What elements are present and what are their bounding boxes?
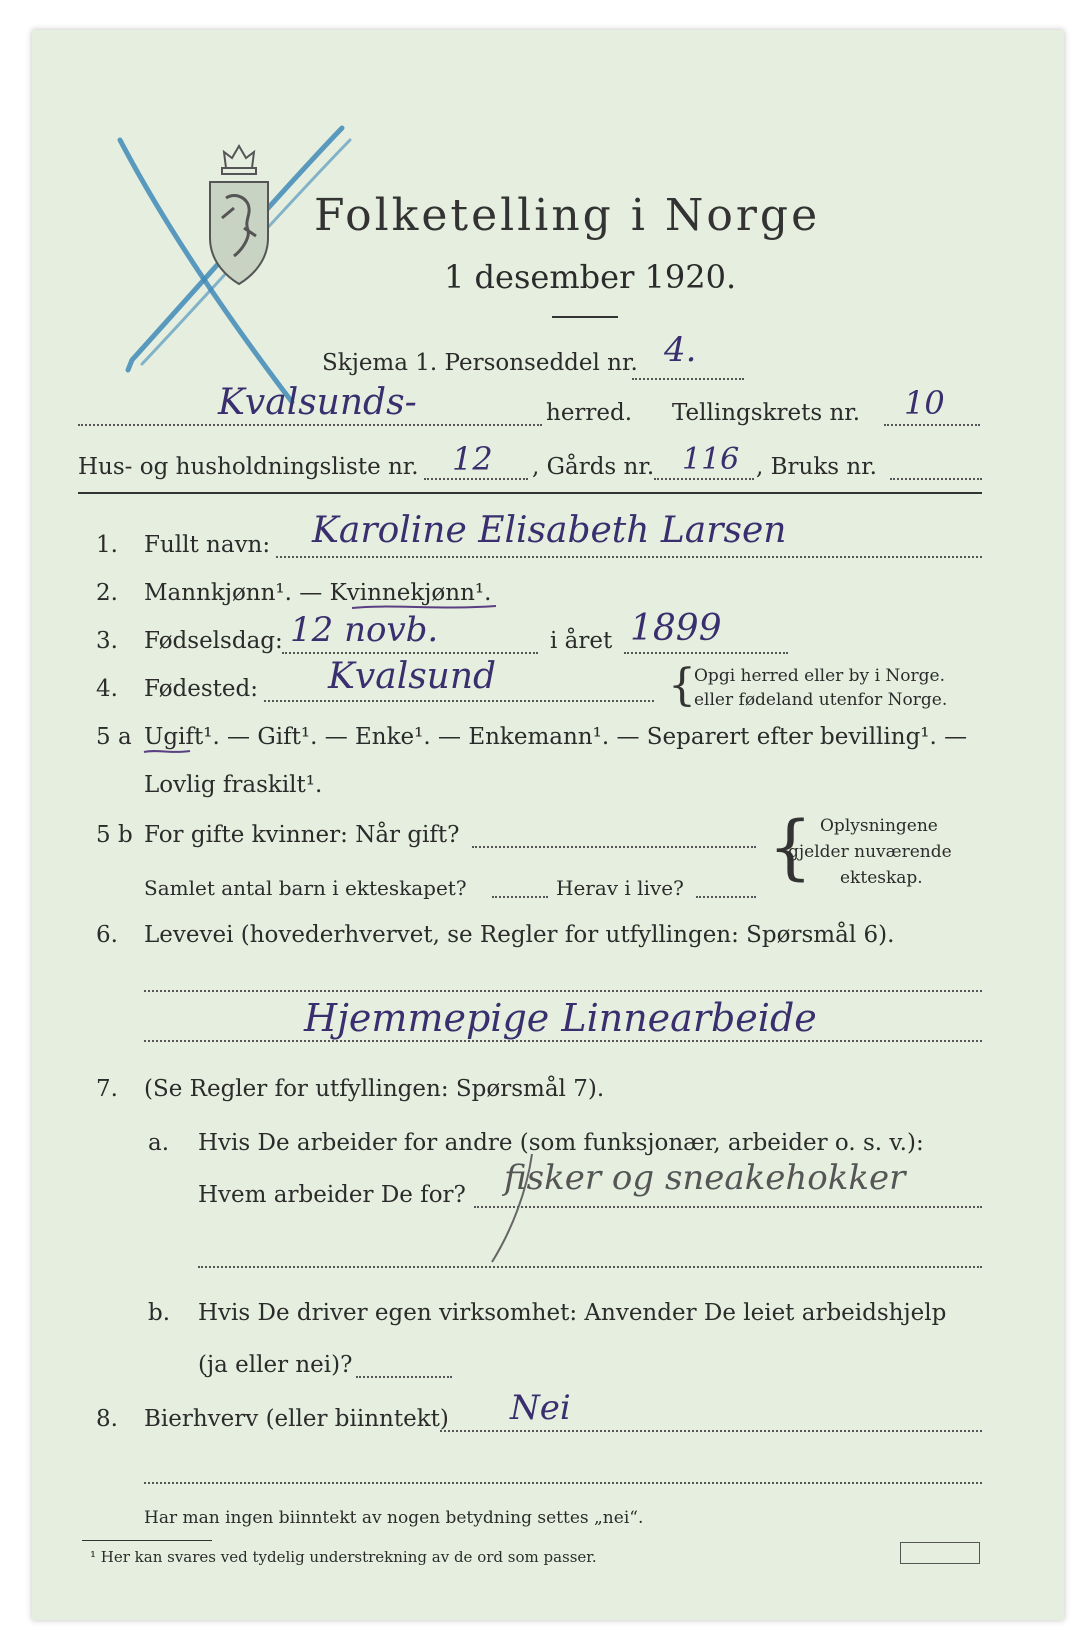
hus-label: Hus- og husholdningsliste nr. xyxy=(78,454,419,480)
q5b-line-1 xyxy=(472,846,756,848)
q5a-line-2: Lovlig fraskilt¹. xyxy=(144,772,323,798)
hus-line xyxy=(424,478,528,480)
q6-number: 6. xyxy=(96,922,118,948)
q3-year-value: 1899 xyxy=(630,608,722,649)
herred-value: Kvalsunds- xyxy=(218,382,417,423)
q4-note-2: eller fødeland utenfor Norge. xyxy=(694,690,948,710)
krets-label: Tellingskrets nr. xyxy=(672,400,861,426)
q7-label: (Se Regler for utfyllingen: Spørsmål 7). xyxy=(144,1076,605,1102)
q5b-label-1: For gifte kvinner: Når gift? xyxy=(144,822,460,848)
herred-line xyxy=(78,424,542,426)
q3-year-label: i året xyxy=(550,628,613,654)
q3-year-line xyxy=(624,652,788,654)
gards-label: , Gårds nr. xyxy=(532,454,655,480)
q5b-label-3: Herav i live? xyxy=(556,876,684,900)
gards-value: 116 xyxy=(682,442,740,477)
title-divider xyxy=(552,316,618,318)
bruks-label: , Bruks nr. xyxy=(756,454,877,480)
krets-value: 10 xyxy=(904,384,945,422)
q3-number: 3. xyxy=(96,628,118,654)
q8-line-2 xyxy=(144,1482,982,1484)
q7b-answer-line xyxy=(356,1376,452,1378)
census-form xyxy=(32,30,1064,1620)
q5a-number: 5 a xyxy=(96,724,132,750)
q6-label: Levevei (hovederhvervet, se Regler for utfyllingen: Spørsmål 6). xyxy=(144,922,895,948)
q7a-line-2: Hvem arbeider De for? xyxy=(198,1182,466,1208)
q4-label: Fødested: xyxy=(144,676,259,702)
q5a-line-1: Ugift¹. — Gift¹. — Enke¹. — Enkemann¹. — Separert efter bevilling¹. — xyxy=(144,724,968,750)
footnote: ¹ Her kan svares ved tydelig understrekning av de ord som passer. xyxy=(90,1548,597,1566)
schema-label: Skjema 1. Personseddel nr. xyxy=(322,350,638,376)
q7a-line-2 xyxy=(198,1266,982,1268)
q1-value: Karoline Elisabeth Larsen xyxy=(312,510,787,551)
form-title: Folketelling i Norge xyxy=(314,190,821,241)
q6-value: Hjemmepige Linnearbeide xyxy=(304,996,817,1040)
q6-line-1 xyxy=(144,990,982,992)
q2-label: Mannkjønn¹. — Kvinnekjønn¹. xyxy=(144,580,492,606)
krets-line xyxy=(884,424,980,426)
q7a-pen-stroke xyxy=(472,1150,552,1270)
q6-line-2 xyxy=(144,1040,982,1042)
q7a-line-1: Hvis De arbeider for andre (som funksjonær, arbeider o. s. v.): xyxy=(198,1130,924,1156)
q2-number: 2. xyxy=(96,580,118,606)
q4-number: 4. xyxy=(96,676,118,702)
q7b-line-2: (ja eller nei)? xyxy=(198,1352,353,1378)
q7a-value: fisker og sneakehokker xyxy=(504,1158,906,1198)
footnote-divider xyxy=(82,1540,212,1541)
q7b-letter: b. xyxy=(148,1300,171,1326)
schema-number: 4. xyxy=(664,330,697,370)
header-divider xyxy=(78,492,982,494)
printer-stamp xyxy=(900,1542,980,1564)
q4-line xyxy=(264,700,654,702)
q3-date-value: 12 novb. xyxy=(290,610,439,650)
q7-number: 7. xyxy=(96,1076,118,1102)
hus-value: 12 xyxy=(452,440,493,478)
q8-number: 8. xyxy=(96,1406,118,1432)
form-date: 1 desember 1920. xyxy=(444,258,737,296)
q1-number: 1. xyxy=(96,532,118,558)
q4-note-1: Opgi herred eller by i Norge. xyxy=(694,666,945,686)
q5b-label-2: Samlet antal barn i ekteskapet? xyxy=(144,876,467,900)
q8-label: Bierhverv (eller biinntekt) xyxy=(144,1406,449,1432)
q7a-letter: a. xyxy=(148,1130,170,1156)
herred-label: herred. xyxy=(546,400,633,426)
q5b-number: 5 b xyxy=(96,822,133,848)
ugift-underline xyxy=(142,746,192,758)
q3-label: Fødselsdag: xyxy=(144,628,283,654)
q5b-note-2: gjelder nuværende xyxy=(788,842,952,862)
q5b-note-3: ekteskap. xyxy=(840,868,923,888)
q4-brace: { xyxy=(668,660,696,711)
gards-line xyxy=(654,478,754,480)
q8-value: Nei xyxy=(510,1388,571,1428)
q8-line xyxy=(440,1430,982,1432)
q5b-brace: { xyxy=(768,806,813,888)
schema-line xyxy=(632,378,744,380)
bruks-line xyxy=(890,478,982,480)
q1-line xyxy=(276,556,982,558)
q7b-line-1: Hvis De driver egen virksomhet: Anvender De leiet arbeidshjelp xyxy=(198,1300,947,1326)
q5b-line-3 xyxy=(696,896,756,898)
q3-date-line xyxy=(282,652,538,654)
coat-of-arms-icon xyxy=(204,138,274,288)
footer-note: Har man ingen biinntekt av nogen betydning settes „nei“. xyxy=(144,1508,644,1528)
q5b-note-1: Oplysningene xyxy=(820,816,938,836)
q5b-line-2 xyxy=(492,896,548,898)
q1-label: Fullt navn: xyxy=(144,532,271,558)
q4-value: Kvalsund xyxy=(328,656,497,697)
